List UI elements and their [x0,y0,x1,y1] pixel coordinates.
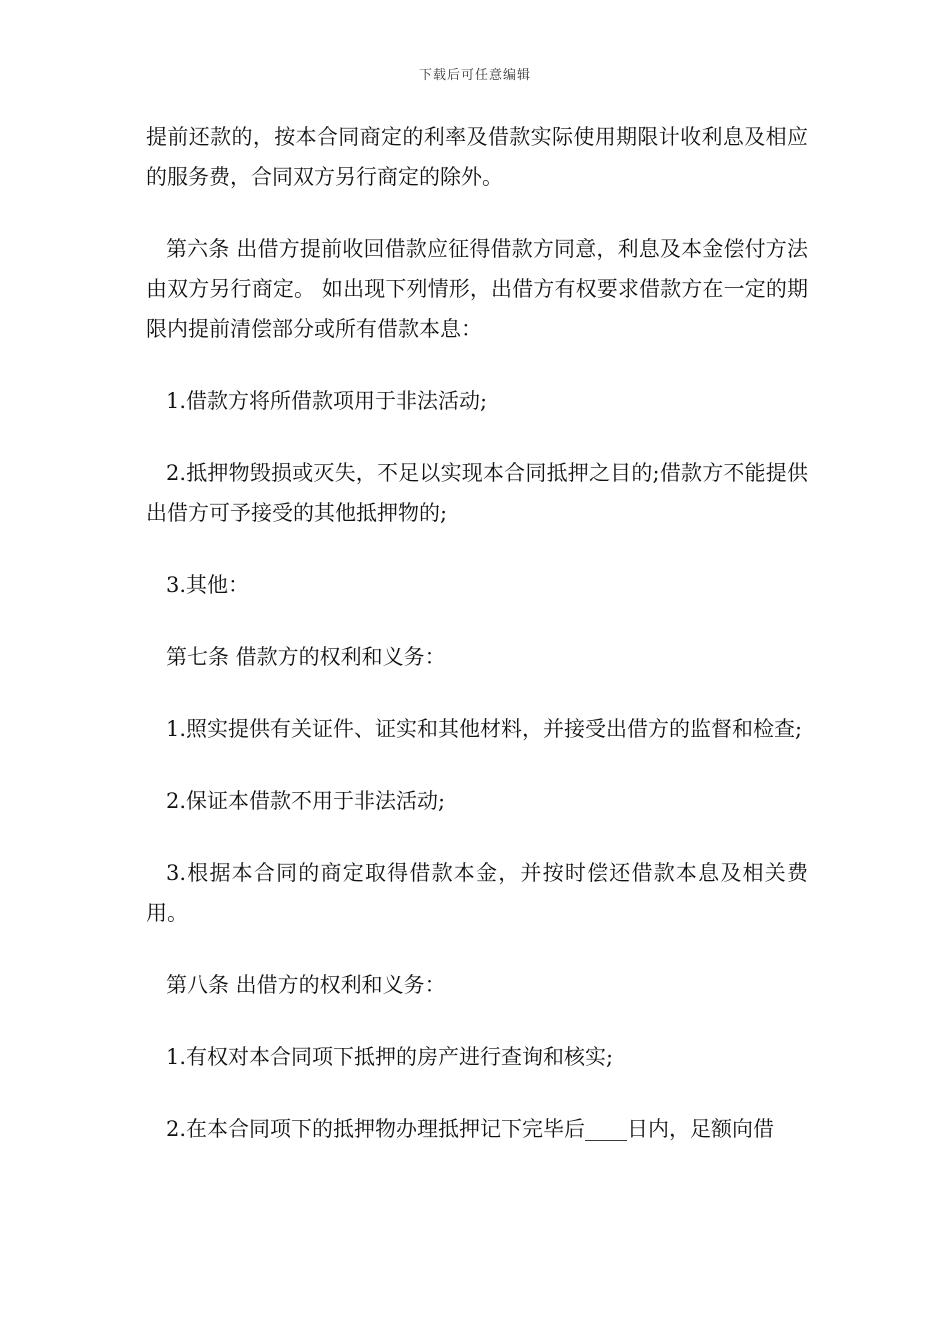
paragraph-article-6-item-3: 3.其他： [166,573,250,597]
paragraph-article-6-item-1: 1.借款方将所借款项用于非法活动; [166,389,488,413]
paragraph-article-7-item-1: 1.照实提供有关证件、证实和其他材料，并接受出借方的监督和检查; [166,717,803,741]
paragraph-article-8-item-2: 2.在本合同项下的抵押物办理抵押记下完毕后____日内，足额向借 [166,1117,775,1141]
paragraph-article-7-item-2: 2.保证本借款不用于非法活动; [166,789,446,813]
document-body [146,117,808,1149]
paragraph-article-7: 第七条 借款方的权利和义务： [166,645,446,669]
paragraph-article-7-item-3: 3.根据本合同的商定取得借款本金，并按时偿还借款本息及相关费用。 [146,861,808,925]
paragraph-article-8-item-1: 1.有权对本合同项下抵押的房产进行查询和核实; [166,1045,614,1069]
page-header: 下载后可任意编辑 [418,68,531,83]
paragraph-article-6-item-2: 2.抵押物毁损或灭失，不足以实现本合同抵押之目的;借款方不能提供出借方可予接受的其他抵押物的; [146,461,808,525]
paragraph-early-repayment: 提前还款的，按本合同商定的利率及借款实际使用期限计收利息及相应的服务费，合同双方另行商定的除外。 [146,125,808,189]
paragraph-article-8: 第八条 出借方的权利和义务： [166,973,446,997]
paragraph-article-6: 第六条 出借方提前收回借款应征得借款方同意，利息及本金偿付方法由双方另行商定。 如出现下列情形，出借方有权要求借款方在一定的期限内提前清偿部分或所有借款本息： [146,237,808,341]
